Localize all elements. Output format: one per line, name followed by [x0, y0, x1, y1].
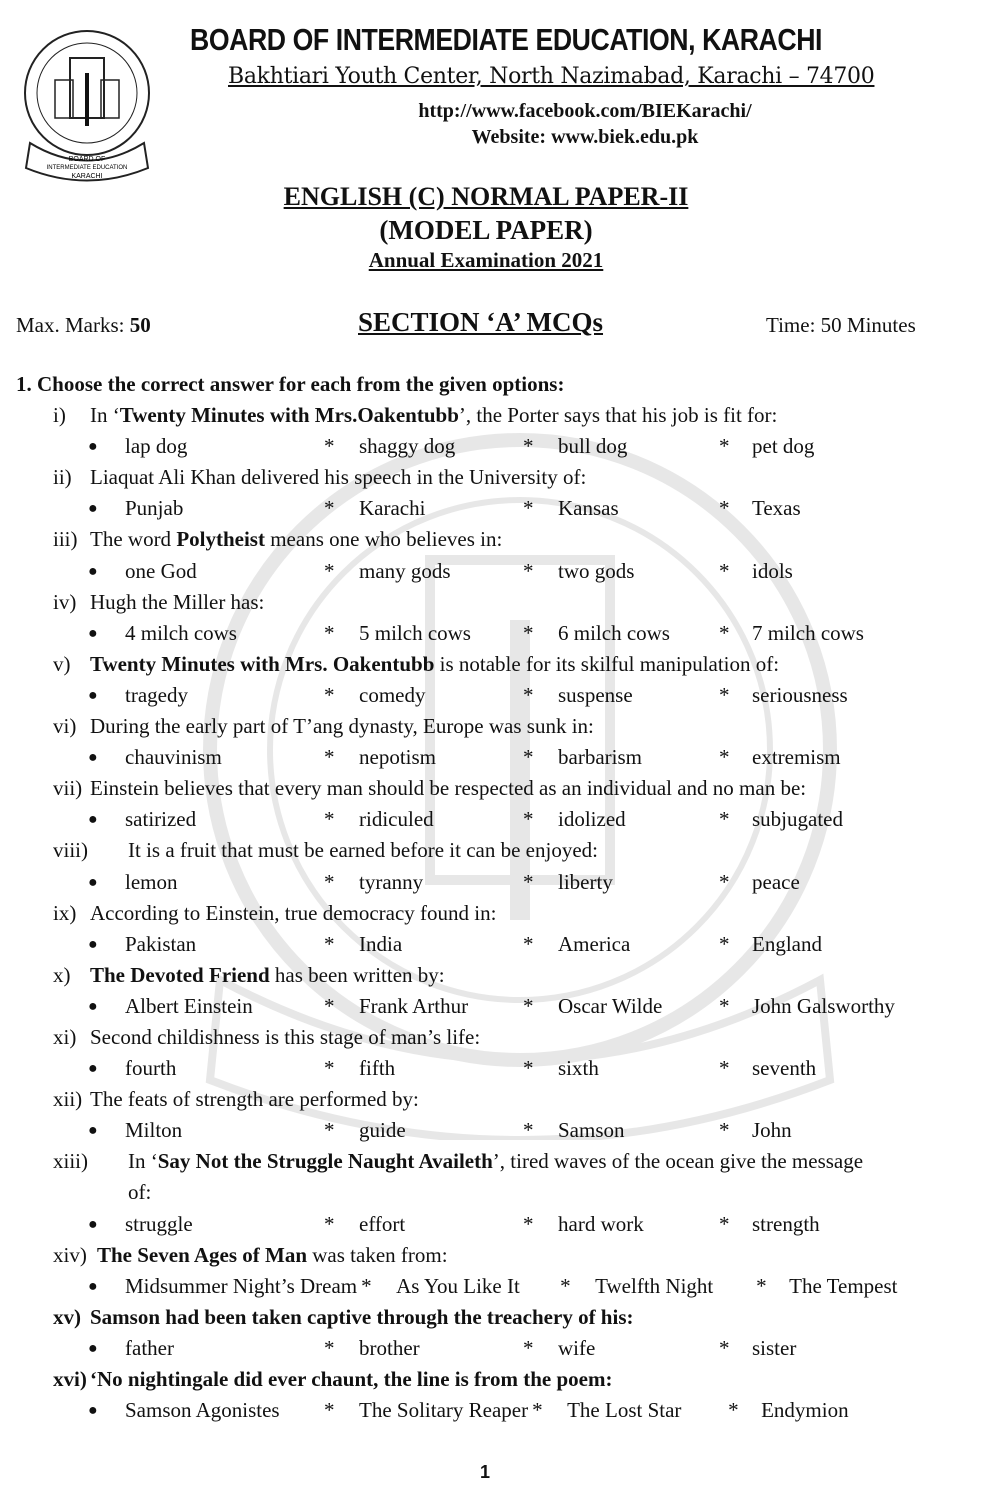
option[interactable]: pet dog	[752, 434, 815, 459]
option[interactable]: one God	[125, 558, 197, 583]
option[interactable]: extremism	[752, 745, 841, 770]
option[interactable]: suspense	[558, 682, 633, 707]
separator-star: *	[523, 558, 534, 583]
question-text	[90, 524, 502, 555]
separator-star: *	[324, 745, 335, 770]
question-number: xiii)	[53, 1149, 88, 1174]
option[interactable]: John	[752, 1118, 792, 1143]
options-flow	[125, 556, 793, 587]
board-name: BOARD OF INTERMEDIATE EDUCATION, KARACHI	[190, 22, 823, 57]
question-text-segment: The Seven Ages of Man	[97, 1242, 307, 1267]
question-text-segment: In ‘	[128, 1149, 158, 1174]
option[interactable]: As You Like It	[396, 1273, 520, 1298]
question-text-segment: means one who believes in:	[264, 527, 503, 552]
question-text	[90, 711, 594, 742]
separator-star: *	[728, 1398, 739, 1423]
option[interactable]: father	[125, 1335, 174, 1360]
option[interactable]: hard work	[558, 1211, 644, 1236]
question-text	[90, 1084, 419, 1115]
option[interactable]: America	[558, 931, 631, 956]
section-title: SECTION ‘A’ MCQs	[358, 307, 604, 337]
facebook-link[interactable]: http://www.facebook.com/BIEKarachi/	[418, 100, 752, 122]
separator-star: *	[324, 1211, 335, 1236]
separator-star: *	[324, 434, 335, 459]
options-flow	[125, 867, 800, 898]
options-flow	[125, 618, 864, 649]
time-allowed: Time: 50 Minutes	[766, 313, 916, 337]
separator-star: *	[523, 745, 534, 770]
option[interactable]: strength	[752, 1211, 820, 1236]
separator-star: *	[719, 558, 730, 583]
options-flow	[125, 1053, 816, 1084]
option[interactable]: Endymion	[761, 1398, 849, 1423]
question	[0, 1364, 994, 1395]
question	[0, 1240, 994, 1271]
separator-star: *	[719, 620, 730, 645]
question-text	[90, 400, 777, 431]
bullet-icon: ●	[88, 1277, 98, 1295]
option[interactable]: Frank Arthur	[359, 993, 469, 1018]
separator-star: *	[560, 1273, 571, 1298]
question-text	[90, 462, 586, 493]
question	[0, 400, 994, 431]
options-row	[0, 929, 994, 960]
question	[0, 1302, 994, 1333]
option[interactable]: subjugated	[752, 807, 843, 832]
separator-star: *	[719, 496, 730, 521]
options-row	[0, 1115, 994, 1146]
question-text-segment: ’, the Porter says that his job is fit for:	[458, 403, 778, 428]
website-link[interactable]: Website: www.biek.edu.pk	[471, 126, 699, 148]
option[interactable]: tragedy	[125, 682, 188, 707]
question	[0, 524, 994, 555]
bullet-icon: ●	[88, 1339, 98, 1357]
options-row	[0, 1053, 994, 1084]
question-text	[90, 1364, 612, 1395]
option[interactable]: effort	[359, 1211, 406, 1236]
option[interactable]: The Solitary Reaper	[359, 1398, 529, 1423]
question	[0, 462, 994, 493]
option[interactable]: Oscar Wilde	[558, 993, 663, 1018]
options-row	[0, 431, 994, 462]
option[interactable]: wife	[558, 1335, 596, 1360]
option[interactable]: bull dog	[558, 434, 628, 459]
option[interactable]: The Lost Star	[567, 1398, 682, 1423]
bullet-icon: ●	[88, 500, 98, 518]
options-flow	[125, 431, 814, 462]
options-row	[0, 618, 994, 649]
option[interactable]: Pakistan	[125, 931, 197, 956]
option[interactable]: many gods	[359, 558, 451, 583]
question-number: iii)	[53, 527, 78, 552]
question-list	[0, 369, 994, 1426]
separator-star: *	[523, 931, 534, 956]
bullet-icon: ●	[88, 811, 98, 829]
separator-star: *	[719, 1056, 730, 1081]
separator-star: *	[324, 807, 335, 832]
options-flow	[125, 1115, 792, 1146]
separator-star: *	[719, 745, 730, 770]
question-text-segment: Polytheist	[176, 527, 265, 552]
question	[0, 1084, 994, 1115]
question-number: xv)	[53, 1304, 81, 1329]
separator-star: *	[523, 1056, 534, 1081]
question-text	[90, 587, 264, 618]
option[interactable]: seventh	[752, 1056, 817, 1081]
options-flow	[125, 991, 895, 1022]
option[interactable]: chauvinism	[125, 745, 222, 770]
separator-star: *	[324, 1398, 335, 1423]
bullet-icon: ●	[88, 1122, 98, 1140]
option[interactable]: seriousness	[752, 682, 848, 707]
options-flow	[125, 493, 801, 524]
option[interactable]: barbarism	[558, 745, 642, 770]
option[interactable]: 7 milch cows	[752, 620, 864, 645]
question-text-segment: has been written by:	[269, 962, 445, 987]
question-number: viii)	[53, 838, 88, 863]
question-number: v)	[53, 651, 71, 676]
separator-star: *	[324, 1335, 335, 1360]
option[interactable]: Twelfth Night	[595, 1273, 714, 1298]
bullet-icon: ●	[88, 749, 98, 767]
question-continuation-line	[0, 1177, 994, 1208]
question-number: ix)	[53, 900, 77, 925]
max-marks-label: Max. Marks:	[16, 313, 130, 337]
options-row	[0, 556, 994, 587]
options-flow	[125, 929, 822, 960]
separator-star: *	[324, 682, 335, 707]
question	[0, 1146, 994, 1177]
separator-star: *	[523, 869, 534, 894]
option[interactable]: fourth	[125, 1056, 177, 1081]
question-text	[90, 1022, 480, 1053]
option[interactable]: Texas	[752, 496, 801, 521]
question	[0, 898, 994, 929]
bullet-icon: ●	[88, 873, 98, 891]
options-row	[0, 1333, 994, 1364]
separator-star: *	[523, 434, 534, 459]
question-text-segment: In ‘	[90, 403, 120, 428]
question-text-segment: ’, tired waves of the ocean give the message	[492, 1149, 864, 1174]
option[interactable]: John Galsworthy	[752, 993, 895, 1018]
question-text-segment: The Devoted Friend	[90, 962, 270, 987]
option[interactable]: India	[359, 931, 403, 956]
options-flow	[125, 1395, 849, 1426]
bullet-icon: ●	[88, 997, 98, 1015]
question-text-segment: According to Einstein, true democracy found in:	[90, 900, 497, 925]
option[interactable]: Samson Agonistes	[125, 1398, 280, 1423]
separator-star: *	[756, 1273, 767, 1298]
separator-star: *	[523, 620, 534, 645]
option[interactable]: fifth	[359, 1056, 396, 1081]
question	[0, 1022, 994, 1053]
question-number: vii)	[53, 776, 83, 801]
question-text	[90, 773, 806, 804]
option[interactable]: peace	[752, 869, 800, 894]
separator-star: *	[719, 993, 730, 1018]
separator-star: *	[719, 1335, 730, 1360]
option[interactable]: The Tempest	[789, 1273, 898, 1298]
separator-star: *	[361, 1273, 372, 1298]
question-number: xiv)	[53, 1242, 87, 1267]
question	[0, 835, 994, 866]
options-row	[0, 867, 994, 898]
option[interactable]: sister	[752, 1335, 797, 1360]
separator-star: *	[324, 931, 335, 956]
question-number: x)	[53, 962, 71, 987]
separator-star: *	[523, 1211, 534, 1236]
options-row	[0, 804, 994, 835]
question-text-segment: It is a fruit that must be earned before it can be enjoyed:	[128, 838, 598, 863]
options-flow	[125, 804, 843, 835]
option[interactable]: Samson	[558, 1118, 625, 1143]
options-row	[0, 493, 994, 524]
options-flow	[125, 680, 848, 711]
options-row	[0, 1209, 994, 1240]
option[interactable]: idolized	[558, 807, 626, 832]
board-address: Bakhtiari Youth Center, North Nazimabad, Karachi – 74700	[228, 64, 875, 89]
question-number: iv)	[53, 589, 77, 614]
separator-star: *	[324, 1056, 335, 1081]
option[interactable]: two gods	[558, 558, 635, 583]
separator-star: *	[324, 558, 335, 583]
option[interactable]: 5 milch cows	[359, 620, 471, 645]
bullet-icon: ●	[88, 562, 98, 580]
question-text-segment: Twenty Minutes with Mrs.Oakentubb	[119, 403, 459, 428]
options-flow	[125, 1209, 820, 1240]
option[interactable]: shaggy dog	[359, 434, 456, 459]
separator-star: *	[719, 434, 730, 459]
max-marks	[16, 313, 151, 338]
max-marks-value: 50	[129, 313, 151, 337]
separator-star: *	[324, 496, 335, 521]
options-row	[0, 742, 994, 773]
option[interactable]: liberty	[558, 869, 613, 894]
options-flow	[125, 1271, 898, 1302]
instruction: 1. Choose the correct answer for each from the given options:	[16, 372, 565, 396]
bullet-icon: ●	[88, 686, 98, 704]
option[interactable]: 4 milch cows	[125, 620, 237, 645]
option[interactable]: England	[752, 931, 822, 956]
separator-star: *	[523, 993, 534, 1018]
option[interactable]: lemon	[125, 869, 178, 894]
question	[0, 711, 994, 742]
question	[0, 649, 994, 680]
option[interactable]: comedy	[359, 682, 426, 707]
question-text-segment: The feats of strength are performed by:	[90, 1087, 419, 1112]
option[interactable]: Karachi	[359, 496, 426, 521]
question-number: ii)	[53, 465, 72, 490]
question-text-segment: is notable for its skilful manipulation of:	[434, 651, 780, 676]
bullet-icon: ●	[88, 624, 98, 642]
option[interactable]: satirized	[125, 807, 197, 832]
question-number: xii)	[53, 1087, 83, 1112]
option[interactable]: struggle	[125, 1211, 193, 1236]
option[interactable]: sixth	[558, 1056, 599, 1081]
question	[0, 773, 994, 804]
svg-text:KARACHI: KARACHI	[71, 173, 103, 180]
option[interactable]: idols	[752, 558, 793, 583]
question-text	[90, 1302, 634, 1333]
option[interactable]: Albert Einstein	[125, 993, 253, 1018]
option[interactable]: Punjab	[125, 496, 184, 521]
question-number: i)	[53, 403, 66, 428]
separator-star: *	[719, 1211, 730, 1236]
question-text	[90, 649, 779, 680]
separator-star: *	[324, 1118, 335, 1143]
options-row	[0, 991, 994, 1022]
separator-star: *	[324, 993, 335, 1018]
option[interactable]: nepotism	[359, 745, 436, 770]
question-number: xvi)	[53, 1367, 87, 1391]
separator-star: *	[719, 931, 730, 956]
separator-star: *	[719, 807, 730, 832]
bullet-icon: ●	[88, 438, 98, 456]
option[interactable]: guide	[359, 1118, 406, 1143]
question-text-segment: was taken from:	[307, 1242, 448, 1267]
option[interactable]: 6 milch cows	[558, 620, 670, 645]
bullet-icon: ●	[88, 1402, 98, 1420]
separator-star: *	[523, 1335, 534, 1360]
svg-text:BOARD OF: BOARD OF	[68, 156, 106, 163]
separator-star: *	[523, 807, 534, 832]
separator-star: *	[719, 869, 730, 894]
question-number: xi)	[53, 1024, 77, 1049]
separator-star: *	[532, 1398, 543, 1423]
options-row	[0, 680, 994, 711]
separator-star: *	[523, 1118, 534, 1143]
separator-star: *	[719, 682, 730, 707]
separator-star: *	[523, 496, 534, 521]
paper-title: ENGLISH (C) NORMAL PAPER-II	[283, 182, 689, 211]
question-continuation: of:	[128, 1180, 152, 1205]
options-flow	[125, 1333, 796, 1364]
separator-star: *	[324, 620, 335, 645]
bullet-icon: ●	[88, 935, 98, 953]
question-text-segment: Samson had been taken captive through the treachery of his:	[90, 1304, 634, 1329]
option[interactable]: brother	[359, 1335, 420, 1360]
question-text	[128, 1146, 863, 1177]
options-row	[0, 1271, 994, 1302]
question-text-segment: Say Not the Struggle Naught Availeth	[157, 1149, 493, 1174]
option[interactable]: ridiculed	[359, 807, 434, 832]
svg-text:INTERMEDIATE EDUCATION: INTERMEDIATE EDUCATION	[46, 165, 128, 171]
page-number: 1	[479, 1462, 490, 1482]
question-text-segment: Second childishness is this stage of man’s life:	[90, 1024, 481, 1049]
option[interactable]: tyranny	[359, 869, 424, 894]
question-text	[90, 898, 496, 929]
question-text-segment: Einstein believes that every man should be respected as an individual and no man be:	[90, 776, 807, 801]
paper-subtitle: (MODEL PAPER)	[379, 215, 593, 245]
bullet-icon: ●	[88, 1060, 98, 1078]
option[interactable]: Midsummer Night’s Dream	[125, 1273, 358, 1298]
separator-star: *	[324, 869, 335, 894]
question-text-segment: During the early part of T’ang dynasty, Europe was sunk in:	[90, 714, 594, 739]
question-text-segment: ‘No nightingale did ever chaunt, the line is from the poem:	[90, 1367, 613, 1391]
option[interactable]: Kansas	[558, 496, 619, 521]
options-flow	[125, 742, 841, 773]
question-text-segment: Twenty Minutes with Mrs. Oakentubb	[90, 651, 435, 676]
question	[0, 960, 994, 991]
question	[0, 587, 994, 618]
separator-star: *	[719, 1118, 730, 1143]
question-text	[90, 960, 445, 991]
separator-star: *	[523, 682, 534, 707]
option[interactable]: lap dog	[125, 434, 188, 459]
question-number: vi)	[53, 714, 77, 739]
question-text	[97, 1240, 448, 1271]
question-text-segment: Hugh the Miller has:	[90, 589, 265, 614]
question-text-segment: Liaquat Ali Khan delivered his speech in the University of:	[90, 465, 587, 490]
question-text-segment: The word	[90, 527, 177, 552]
question-text	[128, 835, 598, 866]
options-row	[0, 1395, 994, 1426]
bullet-icon: ●	[88, 1215, 98, 1233]
option[interactable]: Milton	[125, 1118, 183, 1143]
exam-name: Annual Examination 2021	[368, 248, 604, 272]
